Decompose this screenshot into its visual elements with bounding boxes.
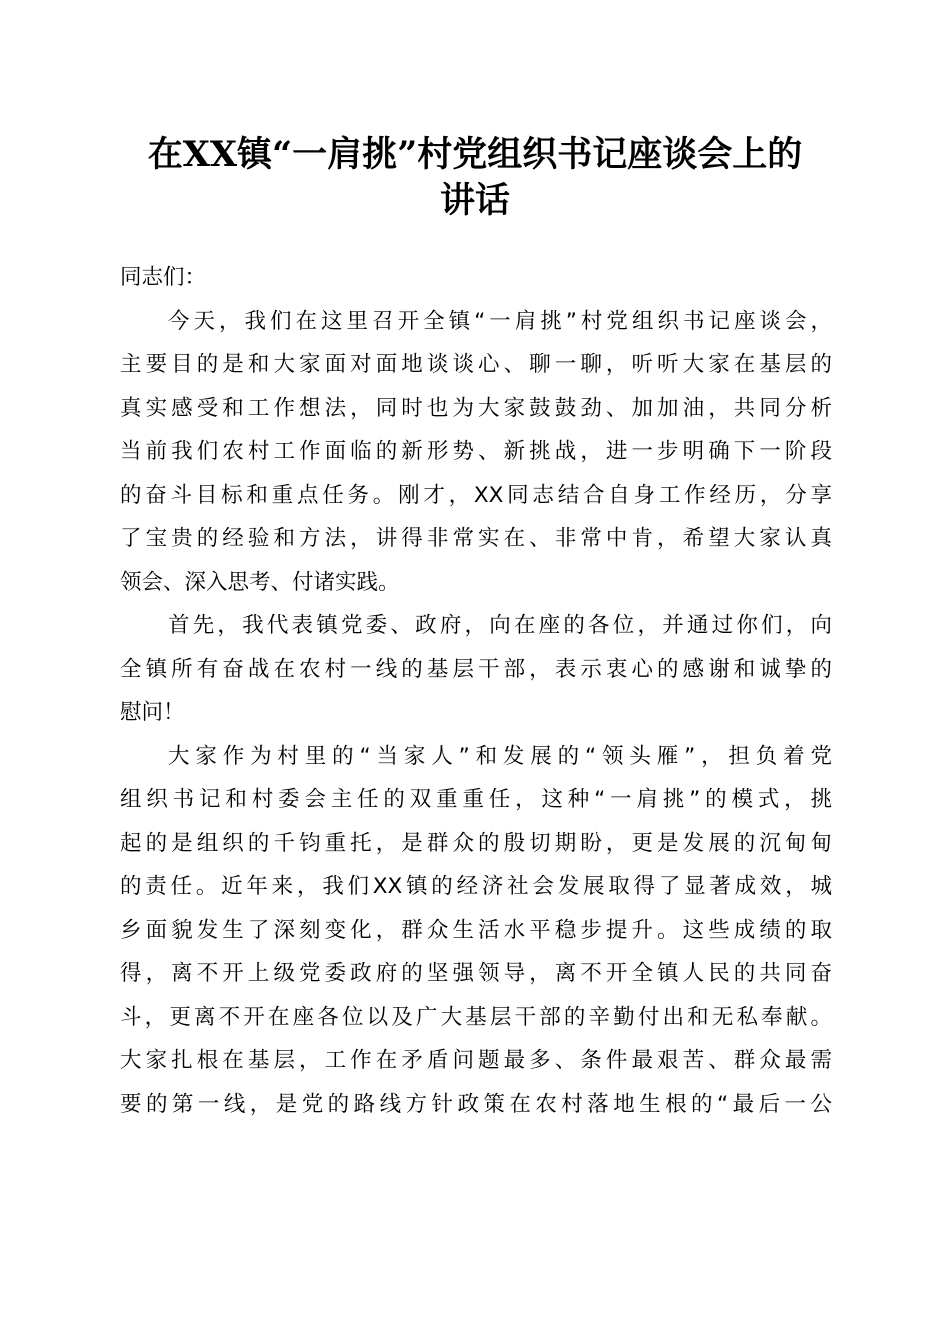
paragraph-line: 慰问！ bbox=[120, 700, 185, 725]
salutation: 同志们： bbox=[120, 265, 207, 290]
paragraph-line: 斗，更离不开在座各位以及广大基层干部的辛勤付出和无私奉献。 bbox=[120, 1004, 832, 1030]
paragraph-line: 主要目的是和大家面对面地谈谈心、聊一聊，听听大家在基层的 bbox=[120, 352, 832, 377]
paragraph-line: 大家作为村里的“当家人”和发展的“领头雁”，担负着党 bbox=[168, 743, 832, 769]
title-line-1: 在XX镇“一肩挑”村党组织书记座谈会上的 bbox=[147, 134, 803, 175]
paragraph-3 bbox=[120, 735, 832, 1127]
title-line-2: 讲话 bbox=[439, 180, 510, 221]
paragraph-line: 的责任。近年来，我们XX镇的经济社会发展取得了显著成效，城 bbox=[120, 874, 832, 899]
paragraph-line: 大家扎根在基层，工作在矛盾问题最多、条件最艰苦、群众最需 bbox=[120, 1048, 832, 1073]
paragraph-line: 的奋斗目标和重点任务。刚才，XX同志结合自身工作经历，分享 bbox=[120, 482, 832, 508]
paragraph-line: 要的第一线，是党的路线方针政策在农村落地生根的“最后一公 bbox=[120, 1091, 832, 1117]
paragraph-line: 领会、深入思考、付诸实践。 bbox=[120, 569, 400, 595]
paragraph-line: 得，离不开上级党委政府的坚强领导，离不开全镇人民的共同奋 bbox=[120, 961, 832, 986]
paragraph-2 bbox=[120, 604, 832, 735]
paragraph-line: 全镇所有奋战在农村一线的基层干部，表示衷心的感谢和诚挚的 bbox=[120, 656, 832, 682]
document-body bbox=[120, 256, 832, 1126]
paragraph-line: 起的是组织的千钧重托，是群众的殷切期盼，更是发展的沉甸甸 bbox=[120, 830, 832, 856]
paragraph-line: 乡面貌发生了深刻变化，群众生活水平稳步提升。这些成绩的取 bbox=[120, 917, 832, 943]
document-title bbox=[100, 132, 850, 224]
paragraph-line: 首先，我代表镇党委、政府，向在座的各位，并通过你们，向 bbox=[168, 613, 832, 638]
paragraph-line: 今天，我们在这里召开全镇“一肩挑”村党组织书记座谈会， bbox=[168, 308, 832, 334]
paragraph-line: 了宝贵的经验和方法，讲得非常实在、非常中肯，希望大家认真 bbox=[120, 526, 832, 551]
paragraph-line: 真实感受和工作想法，同时也为大家鼓鼓劲、加加油，共同分析 bbox=[120, 395, 832, 421]
paragraph-line: 当前我们农村工作面临的新形势、新挑战，进一步明确下一阶段 bbox=[120, 439, 832, 464]
paragraph-1 bbox=[120, 300, 832, 605]
paragraph-line: 组织书记和村委会主任的双重重任，这种“一肩挑”的模式，挑 bbox=[120, 787, 832, 812]
